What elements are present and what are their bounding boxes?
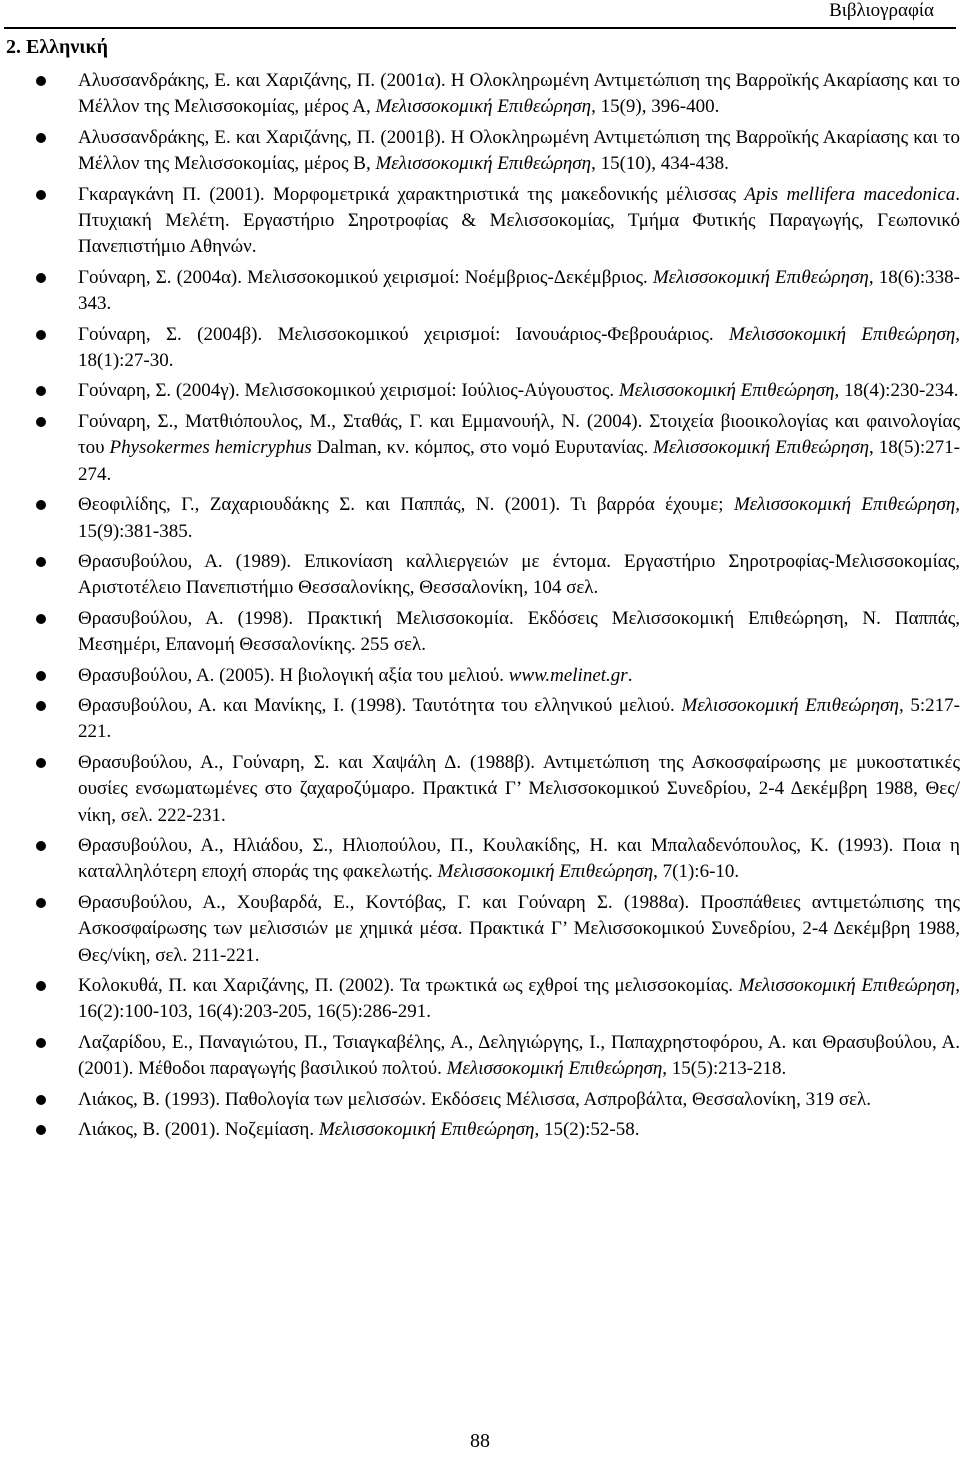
reference-text: Λιάκος, Β. (2001). Νοζεμίαση. bbox=[78, 1119, 319, 1141]
reference-italic-text: Apis mellifera macedonica bbox=[744, 183, 956, 205]
reference-italic-text: Μελισσοκομική Επιθεώρηση bbox=[733, 494, 956, 516]
reference-italic-text: Μελισσοκομική Επιθεώρηση bbox=[375, 96, 592, 118]
reference-item bbox=[0, 378, 960, 404]
reference-item bbox=[0, 265, 960, 318]
reference-text: Θρασυβούλου, Α. (2005). Η βιολογική αξία του μελιού. bbox=[78, 664, 509, 686]
reference-text: Αλυσσανδράκης, Ε. και Χαριζάνης, Π. (2001β). Η Ολοκληρωμένη Αντιμετώπιση της Βαρροϊκής Ακαρίασης και το Μέλλον της Μελισσοκομίας, μέρος Β, bbox=[78, 126, 960, 175]
reference-item bbox=[0, 322, 960, 375]
reference-item bbox=[0, 1030, 960, 1083]
bullet-icon bbox=[36, 273, 46, 283]
bullet-icon bbox=[36, 386, 46, 396]
reference-item bbox=[0, 890, 960, 969]
reference-item bbox=[0, 409, 960, 488]
reference-text: Γούναρη, Σ., Ματθιόπουλος, Μ., Σταθάς, Γ. και Εμμανουήλ, Ν. (2004). Στοιχεία βιοοικολογίας και φαινολογίας του bbox=[78, 410, 960, 459]
bullet-icon bbox=[36, 500, 46, 510]
reference-italic-text: Μελισσοκομική Επιθεώρηση bbox=[318, 1119, 535, 1141]
reference-item bbox=[0, 68, 960, 121]
reference-item bbox=[0, 973, 960, 1026]
reference-italic-text: Μελισσοκομική Επιθεώρηση bbox=[618, 380, 835, 402]
reference-text: , 18(1):27-30. bbox=[78, 323, 960, 372]
reference-text: Λαζαρίδου, Ε., Παναγιώτου, Π., Τσιαγκαβέλης, Α., Δεληγιώργης, Ι., Παπαχρηστοφόρου, Α. και Θρασυβούλου, Α. (2001). Μέθοδοι παραγωγής βασιλικού πολτού. bbox=[78, 1031, 960, 1080]
reference-item bbox=[0, 606, 960, 659]
bullet-icon bbox=[36, 701, 46, 711]
reference-item bbox=[0, 750, 960, 829]
reference-italic-text: Μελισσοκομική Επιθεώρηση bbox=[729, 323, 956, 345]
page-number: 88 bbox=[470, 1430, 490, 1452]
reference-text: , 18(5):271-274. bbox=[78, 437, 960, 485]
reference-text: Αλυσσανδράκης, Ε. και Χαριζάνης, Π. (2001α). Η Ολοκληρωμένη Αντιμετώπιση της Βαρροϊκής Ακαρίασης και το Μέλλον της Μελισσοκομίας, μέρος Α, bbox=[78, 70, 960, 118]
reference-text: , 7(1):6-10. bbox=[653, 861, 740, 883]
reference-item bbox=[0, 182, 960, 261]
reference-italic-text: Μελισσοκομική Επιθεώρηση bbox=[375, 153, 592, 175]
reference-italic-text: Μελισσοκομική Επιθεώρηση bbox=[738, 975, 956, 996]
reference-text: , 15(2):52-58. bbox=[534, 1119, 640, 1141]
reference-text: Θρασυβούλου, Α. (1998). Πρακτική Μελισσοκομία. Εκδόσεις Μελισσοκομική Επιθεώρηση, Ν. Παππάς, Μεσημέρι, Επανομή Θεσσαλονίκης. 255 σελ. bbox=[78, 607, 960, 656]
bullet-icon bbox=[36, 330, 46, 340]
reference-item bbox=[0, 833, 960, 886]
reference-text: . bbox=[627, 664, 633, 686]
reference-italic-text: Μελισσοκομική Επιθεώρηση bbox=[446, 1058, 663, 1080]
bullet-icon bbox=[36, 133, 46, 143]
bullet-icon bbox=[36, 76, 46, 86]
bullet-icon bbox=[36, 1038, 46, 1048]
bullet-icon bbox=[36, 1095, 46, 1105]
bullet-icon bbox=[36, 671, 46, 681]
reference-item bbox=[0, 663, 960, 689]
reference-text: , 15(5):213-218. bbox=[662, 1058, 787, 1080]
bullet-icon bbox=[36, 614, 46, 624]
reference-text: , 16(2):100-103, 16(4):203-205, 16(5):286-291. bbox=[78, 975, 960, 1023]
reference-text: Dalman, κν. κόμπος, στο νομό Ευρυτανίας. bbox=[311, 437, 654, 459]
bullet-icon bbox=[36, 557, 46, 567]
reference-text: , 18(6):338-343. bbox=[78, 266, 960, 315]
reference-text: Θρασυβούλου, Α., Χουβαρδά, Ε., Κοντόβας, Γ. και Γούναρη Σ. (1988α). Προσπάθειες αντιμετώπισης της Ασκοσφαίρωσης των μελισσιών με χημικά μέσα. Πρακτικά Γ’ Μελισσοκομικού Συνεδρίου, 2-4 Δεκέμβρη 1988, Θες/νίκη, σελ. 211-221. bbox=[78, 891, 960, 966]
reference-text: Γούναρη, Σ. (2004γ). Μελισσοκομικού χειρισμοί: Ιούλιος-Αύγουστος. bbox=[78, 380, 619, 402]
reference-italic-text: www.melinet.gr bbox=[508, 664, 628, 686]
reference-item bbox=[0, 1117, 960, 1143]
reference-list bbox=[0, 68, 960, 1147]
bullet-icon bbox=[36, 841, 46, 851]
reference-text: , 15(9), 396-400. bbox=[591, 96, 720, 118]
bullet-icon bbox=[36, 190, 46, 200]
reference-text: Θρασυβούλου, Α. και Μανίκης, Ι. (1998). Ταυτότητα του ελληνικού μελιού. bbox=[78, 694, 682, 716]
reference-italic-text: Physokermes hemicryphus bbox=[109, 437, 312, 459]
reference-text: Θρασυβούλου, Α., Γούναρη, Σ. και Χαψάλη Δ. (1988β). Αντιμετώπιση της Ασκοσφαίρωσης με μυκοστατικές ουσίες ενσωματωμένες στο ζαχαροζύμαρο. Πρακτικά Γ’ Μελισσοκομικού Συνεδρίου, 2-4 Δεκέμβρη 1988, Θες/νίκη, σελ. 222-231. bbox=[78, 751, 960, 826]
reference-italic-text: Μελισσοκομική Επιθεώρηση bbox=[681, 694, 899, 716]
section-title: 2. Ελληνική bbox=[6, 36, 108, 58]
reference-italic-text: Μελισσοκομική Επιθεώρηση bbox=[653, 437, 870, 459]
reference-text: Λιάκος, Β. (1993). Παθολογία των μελισσών. Εκδόσεις Μέλισσα, Ασπροβάλτα, Θεσσαλονίκη, 319 σελ. bbox=[78, 1088, 872, 1110]
reference-text: Γκαραγκάνη Π. (2001). Μορφομετρικά χαρακτηριστικά της μακεδονικής μέλισσας bbox=[78, 183, 745, 205]
reference-text: Γούναρη, Σ. (2004β). Μελισσοκομικού χειρισμοί: Ιανουάριος-Φεβρουάριος. bbox=[78, 323, 730, 345]
bullet-icon bbox=[36, 898, 46, 908]
bullet-icon bbox=[36, 758, 46, 768]
reference-italic-text: Μελισσοκομική Επιθεώρηση bbox=[652, 266, 869, 288]
reference-item bbox=[0, 693, 960, 746]
reference-text: . Πτυχιακή Μελέτη. Εργαστήριο Σηροτροφίας & Μελισσοκομίας, Τμήμα Φυτικής Παραγωγής, Γεωπονικό Πανεπιστήμιο Αθηνών. bbox=[78, 183, 960, 258]
running-header: Βιβλιογραφία bbox=[829, 0, 934, 21]
reference-text: Θρασυβούλου, Α., Ηλιάδου, Σ., Ηλιοπούλου, Π., Κουλακίδης, Η. και Μπαλαδενόπουλος, Κ. (1993). Ποια η καταλληλότερη εποχή σποράς της φακελωτής. bbox=[78, 834, 960, 883]
reference-text: , 5:217-221. bbox=[78, 694, 960, 743]
reference-item bbox=[0, 549, 960, 602]
reference-text: Κολοκυθά, Π. και Χαριζάνης, Π. (2002). Τα τρωκτικά ως εχθροί της μελισσοκομίας. bbox=[78, 975, 739, 996]
reference-text: Θρασυβούλου, Α. (1989). Επικονίαση καλλιεργειών με έντομα. Εργαστήριο Σηροτροφίας-Μελισσοκομίας, Αριστοτέλειο Πανεπιστήμιο Θεσσαλονίκης, Θεσσαλονίκη, 104 σελ. bbox=[78, 550, 960, 599]
reference-item bbox=[0, 125, 960, 178]
reference-text: , 15(9):381-385. bbox=[78, 494, 960, 542]
reference-item bbox=[0, 492, 960, 545]
bullet-icon bbox=[36, 1125, 46, 1135]
reference-text: Γούναρη, Σ. (2004α). Μελισσοκομικού χειρισμοί: Νοέμβριος-Δεκέμβριος. bbox=[78, 266, 653, 288]
reference-item bbox=[0, 1087, 960, 1113]
header-rule bbox=[4, 27, 956, 29]
reference-text: , 15(10), 434-438. bbox=[591, 153, 729, 175]
reference-text: Θεοφιλίδης, Γ., Ζαχαριουδάκης Σ. και Παππάς, Ν. (2001). Τι βαρρόα έχουμε; bbox=[78, 494, 734, 516]
bullet-icon bbox=[36, 981, 46, 991]
reference-italic-text: Μελισσοκομική Επιθεώρηση bbox=[437, 861, 654, 883]
reference-text: , 18(4):230-234. bbox=[834, 380, 959, 402]
bullet-icon bbox=[36, 417, 46, 427]
